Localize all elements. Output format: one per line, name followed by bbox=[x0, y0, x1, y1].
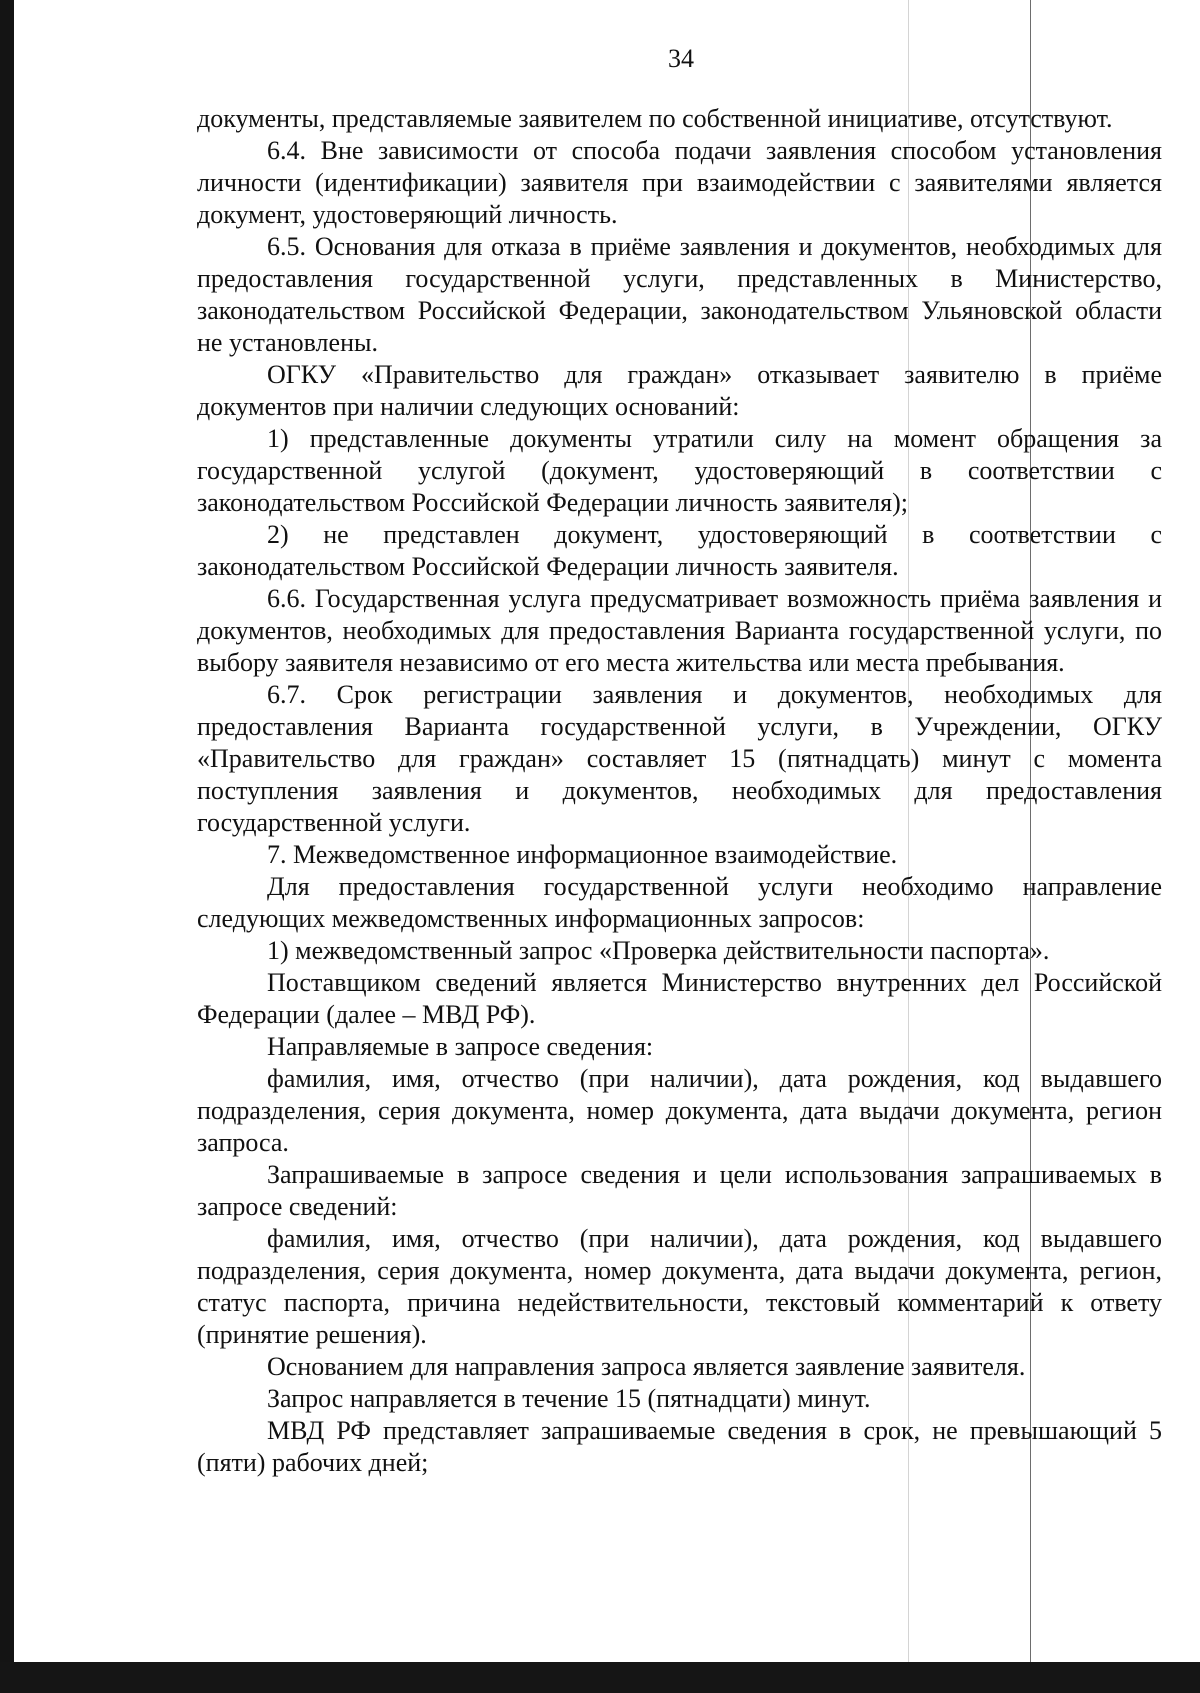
paragraph: фамилия, имя, отчество (при наличии), дата рождения, код выдавшего подразделения, серия документа, номер документа, дата выдачи документа, регион, статус паспорта, причина недействительности, текстовый комментарий к ответу (принятие решения). bbox=[197, 1224, 1162, 1349]
page-number: 34 bbox=[668, 44, 694, 73]
scan-left-edge bbox=[0, 0, 14, 1693]
paragraph: Запрос направляется в течение 15 (пятнадцати) минут. bbox=[267, 1384, 871, 1413]
paragraph: МВД РФ представляет запрашиваемые сведения в срок, не превышающий 5 (пяти) рабочих дней; bbox=[197, 1416, 1162, 1477]
paragraph: 6.7. Срок регистрации заявления и документов, необходимых для предоставления Варианта государственной услуги, в Учреждении, ОГКУ «Правительство для граждан» составляет 15 (пятнадцать) минут с момента поступления заявления и документов, необходимых для предоставления государственной услуги. bbox=[197, 680, 1162, 837]
paragraph: Для предоставления государственной услуги необходимо направление следующих межведомственных информационных запросов: bbox=[197, 872, 1162, 933]
paragraph: 6.6. Государственная услуга предусматривает возможность приёма заявления и документов, необходимых для предоставления Варианта государственной услуги, по выбору заявителя независимо от его места жительства или места пребывания. bbox=[197, 584, 1162, 677]
paragraph: фамилия, имя, отчество (при наличии), дата рождения, код выдавшего подразделения, серия документа, номер документа, дата выдачи документа, регион запроса. bbox=[197, 1064, 1162, 1157]
paragraph: 6.4. Вне зависимости от способа подачи заявления способом установления личности (идентификации) заявителя при взаимодействии с заявителями является документ, удостоверяющий личность. bbox=[197, 136, 1162, 229]
scan-bottom-edge bbox=[0, 1662, 1200, 1693]
paragraph: 6.5. Основания для отказа в приёме заявления и документов, необходимых для предоставления государственной услуги, представленных в Министерство, законодательством Российской Федерации, законодательством Ульяновской области не установлены. bbox=[197, 232, 1162, 357]
paragraph: документы, представляемые заявителем по собственной инициативе, отсутствуют. bbox=[197, 104, 1113, 133]
document-body bbox=[197, 103, 1162, 1479]
paragraph: 1) представленные документы утратили силу на момент обращения за государственной услугой (документ, удостоверяющий в соответствии с законодательством Российской Федерации личность заявителя); bbox=[197, 424, 1162, 517]
paragraph: ОГКУ «Правительство для граждан» отказывает заявителю в приёме документов при наличии следующих оснований: bbox=[197, 360, 1162, 421]
paragraph: 2) не представлен документ, удостоверяющий в соответствии с законодательством Российской Федерации личность заявителя. bbox=[197, 520, 1162, 581]
paragraph: Направляемые в запросе сведения: bbox=[267, 1032, 654, 1061]
paragraph: 1) межведомственный запрос «Проверка действительности паспорта». bbox=[267, 936, 1050, 965]
section-heading: 7. Межведомственное информационное взаимодействие. bbox=[267, 840, 898, 869]
paragraph: Запрашиваемые в запросе сведения и цели использования запрашиваемых в запросе сведений: bbox=[197, 1160, 1162, 1221]
paragraph: Основанием для направления запроса является заявление заявителя. bbox=[267, 1352, 1026, 1381]
paragraph: Поставщиком сведений является Министерство внутренних дел Российской Федерации (далее – МВД РФ). bbox=[197, 968, 1162, 1029]
